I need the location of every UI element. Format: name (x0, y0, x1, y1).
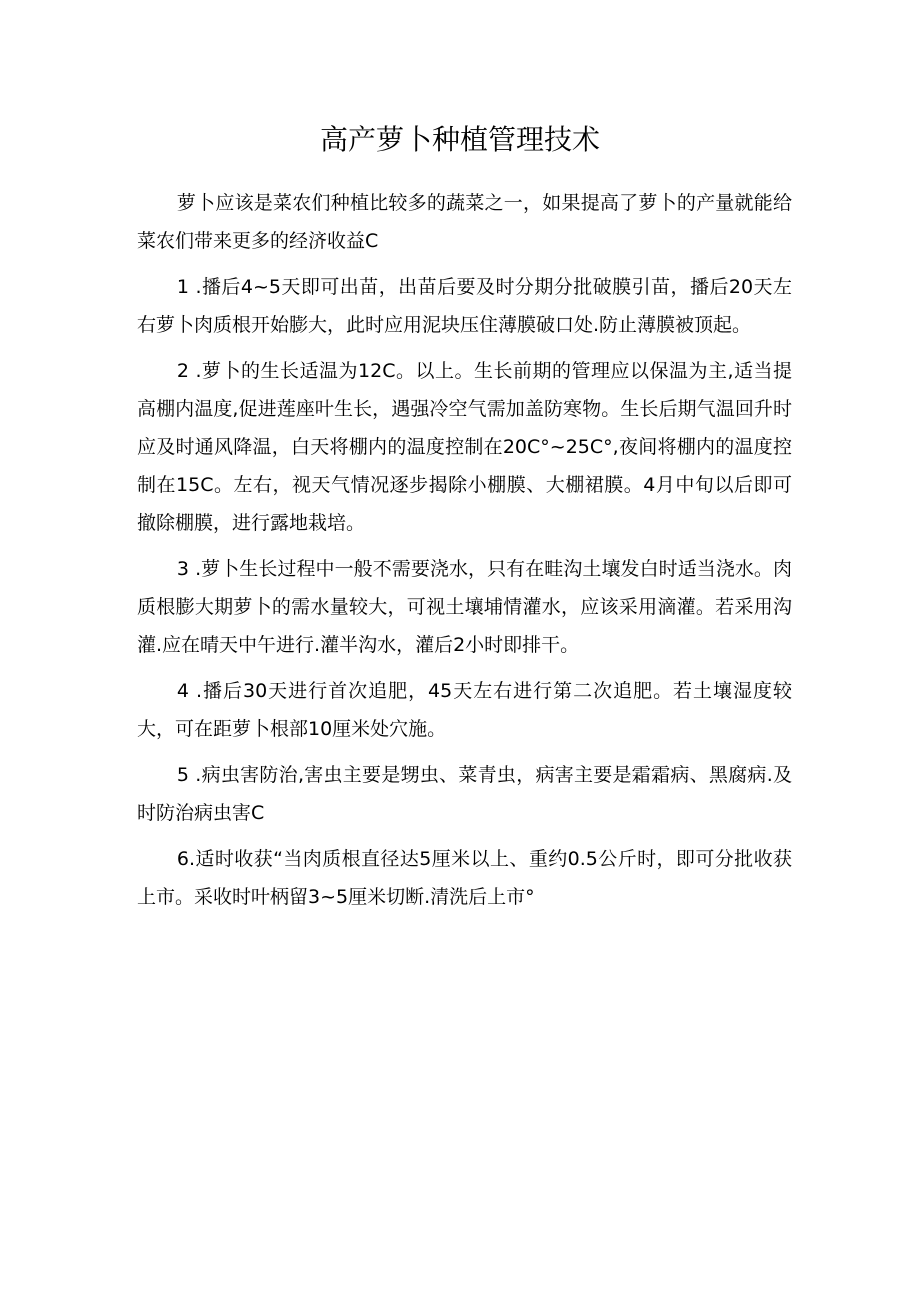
paragraph-step-3: 3 .萝卜生长过程中一般不需要浇水，只有在畦沟土壤发白时适当浇水。肉质根膨大期萝卜的需水量较大，可视土壤埔情灌水，应该采用滴灌。若采用沟灌.应在晴天中午进行.灌半沟水，灌后2小时即排干。 (137, 558, 792, 656)
paragraph-step-1: 1 .播后4~5天即可出苗，出苗后要及时分期分批破膜引苗，播后20天左右萝卜肉质根开始膨大，此时应用泥块压住薄膜破口处.防止薄膜被顶起。 (137, 276, 792, 336)
paragraph-step-2: 2 .萝卜的生长适温为12C。以上。生长前期的管理应以保温为主,适当提高棚内温度,促进莲座叶生长，遇强冷空气需加盖防寒物。生长后期气温回升时应及时通风降温，白天将棚内的温度控制在20C°~25C°,夜间将棚内的温度控制在15C。左右，视天气情况逐步揭除小棚膜、大棚裙膜。4月中旬以后即可撤除棚膜，进行露地栽培。 (137, 360, 792, 534)
paragraph-step-5: 5 .病虫害防治,害虫主要是甥虫、菜青虫，病害主要是霜霜病、黑腐病.及时防治病虫害C (137, 764, 792, 824)
paragraph-step-6: 6.适时收获“当肉质根直径达5厘米以上、重约0.5公斤时，即可分批收获上市。采收时叶柄留3~5厘米切断.清洗后上市° (137, 848, 792, 908)
document-title: 高产萝卜种植管理技术 (319, 123, 600, 156)
paragraph-step-4: 4 .播后30天进行首次追肥，45天左右进行第二次追肥。若土壤湿度较大，可在距萝卜根部10厘米处穴施。 (137, 680, 792, 740)
document-body (137, 184, 792, 924)
paragraph-intro: 萝卜应该是菜农们种植比较多的蔬菜之一，如果提高了萝卜的产量就能给菜农们带来更多的经济收益C (137, 192, 792, 252)
